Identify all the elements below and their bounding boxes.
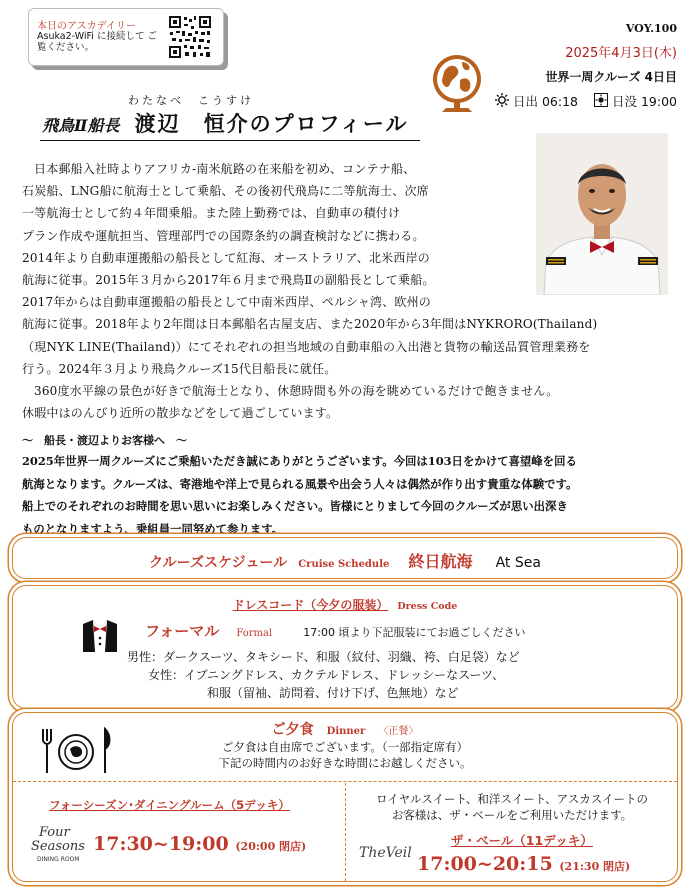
tuxedo-icon [81, 618, 119, 654]
dinner-time-note: 下記の時間内のお好きな時間にお越しください。 [218, 756, 472, 770]
daily-info-box [28, 8, 224, 66]
greeting-line: 2025年世界一周クルーズにご乗船いただき誠にありがとうございます。今回は103日をかけて喜望峰を回る [22, 454, 577, 468]
name-reading: わたなべ こうすけ [128, 94, 254, 107]
women-attire: 女性：イブニングドレス、カクテルドレス、ドレッシーなスーツ、 [148, 668, 505, 682]
sun-times [495, 92, 677, 110]
four-seasons-closing: (20:00 閉店) [235, 840, 307, 853]
bio-line: （現NYK LINE(Thailand)）にてそれぞれの担当地域の自動車船の入出港と貨物の輸送品質管理業務を [22, 339, 591, 354]
the-veil-logo [355, 833, 417, 869]
dress-code-time-note: 17:00 頃より下記服装にてお過ごしください [303, 626, 526, 639]
bio-line: 航海に従事。2015年３月から2017年６月まで飛鳥Ⅱの副船長として乗船。 [22, 273, 435, 288]
sunset-icon [594, 93, 608, 110]
daily-title: 本日のアスカデイリー [37, 21, 136, 32]
profile-biography [22, 158, 672, 424]
veil-eligibility-note [357, 791, 667, 823]
dinner-heading: ご夕食 [271, 722, 314, 738]
bio-line: 航海に従事。2018年より2年間は日本郵船名古屋支店、また2020年から3年間はNYKRORO(Thailand) [22, 317, 598, 332]
greeting-heading: ～ 船長・渡辺よりお客様へ ～ [22, 434, 187, 447]
bio-line: 日本郵船入社時よりアフリカ‐南米航路の在来船を初め、コンテナ船、 [34, 162, 416, 176]
women-attire-kimono: 和服（留袖、訪問着、付け下げ、色無地）など [207, 686, 459, 700]
veil-title: ザ・ベール（11デッキ） [451, 833, 593, 848]
bio-line: 一等航海士として約４年間乗船。また陸上勤務では、自動車の積付け [22, 206, 401, 221]
dinner-tag: 〈正餐〉 [378, 726, 419, 737]
wifi-instructions: Asuka2-WiFi に接続して ご覧ください。 [37, 31, 157, 53]
sunrise-label: 日出 [512, 94, 538, 109]
cruise-schedule-box [12, 537, 678, 579]
dinner-column-divider [345, 783, 346, 881]
four-seasons-title: フォーシーズン･ダイニングルーム（5デッキ） [49, 798, 290, 812]
profile-title [42, 108, 409, 138]
bio-line: 2014年より自動車運搬船の船長として紅海、オーストラリア、北米西岸の [22, 250, 430, 265]
four-seasons-logo-line2: Seasons [31, 839, 85, 854]
bio-line: 360度水平線の景色が好きで航海士となり、休憩時間も外の海を眺めているだけで飽きません。 [34, 384, 559, 399]
veil-hours [417, 853, 630, 875]
sunset-time: 19:00 [640, 93, 677, 109]
veil-logo-text: TheVeil [359, 845, 412, 861]
schedule-label: クルーズスケジュール [149, 555, 288, 571]
dress-code-box [12, 585, 678, 709]
greeting-line: 航海となります。クルーズは、寄港地や洋上で見られる風景や出会う人々は偶然が作り出す貴重な体験です。 [22, 476, 578, 491]
four-seasons-hours [93, 833, 306, 855]
bio-line: 行う。2024年３月より飛鳥クルーズ15代目船長に就任。 [22, 361, 337, 376]
four-seasons-logo-line3: DINING ROOM [37, 856, 80, 863]
date: 2025年4月3日(木) [565, 46, 677, 61]
dinner-seating-note: ご夕食は自由席でございます。（一部指定席有） [221, 740, 469, 754]
dress-code-type: フォーマル [145, 622, 220, 640]
captain-rank: 飛鳥Ⅱ船長 [42, 116, 120, 135]
cruise-day: 世界一周クルーズ 4日目 [545, 70, 677, 84]
dinner-divider [13, 781, 677, 782]
greeting-line: ものとなりますよう、乗組員一同努めて参ります。 [22, 521, 284, 536]
qr-code-icon[interactable] [167, 14, 213, 60]
dinner-box [12, 712, 678, 882]
four-seasons-time: 17:30~19:00 [93, 833, 229, 855]
voyage-number: VOY.100 [625, 22, 677, 35]
veil-note-line: お客様は、ザ・ベールをご利用いただけます。 [391, 808, 633, 822]
veil-closing: (21:30 閉店) [559, 860, 631, 873]
title-underline [40, 140, 420, 141]
sunrise-icon [495, 93, 509, 110]
veil-note-line: ロイヤルスイート、和洋スイート、アスカスイートの [376, 792, 648, 806]
veil-time: 17:00~20:15 [417, 853, 553, 875]
schedule-value-en: At Sea [495, 555, 541, 571]
schedule-label-en: Cruise Schedule [298, 559, 390, 570]
bio-line: 休暇中はのんびり近所の散歩などをして過ごしています。 [22, 406, 339, 421]
globe-icon [430, 52, 484, 116]
bio-line: 2017年からは自動車運搬船の船長として中南米西岸、ペルシャ湾、欧州の [22, 295, 432, 310]
profile-heading: 渡辺 恒介のプロフィール [134, 111, 409, 136]
dress-code-type-en: Formal [236, 628, 273, 639]
bio-line: 石炭船、LNG船に航海士として乗船、その後初代飛鳥に二等航海士、次席 [22, 184, 429, 199]
schedule-value: 終日航海 [408, 552, 473, 571]
greeting-line: 船上でのそれぞれのお時間を思い思いにお楽しみください。皆様にとりまして今回のクルーズが思い出深き [22, 499, 568, 514]
bio-line: プラン作成や運航担当、管理部門での国際条約の調査検討などに携わる。 [22, 228, 425, 243]
men-attire: 男性：ダークスーツ、タキシード、和服（紋付、羽織、袴、白足袋）など [127, 650, 520, 664]
dress-code-heading-en: Dress Code [397, 601, 458, 612]
captain-greeting [22, 450, 674, 540]
dinner-heading-en: Dinner [326, 726, 366, 737]
dress-code-heading: ドレスコード（今夕の服装） [232, 598, 389, 612]
four-seasons-logo [27, 821, 93, 867]
sunset-label: 日没 [611, 94, 637, 109]
sunrise-time: 06:18 [541, 93, 579, 109]
four-seasons-logo-line1: Four [39, 825, 70, 840]
